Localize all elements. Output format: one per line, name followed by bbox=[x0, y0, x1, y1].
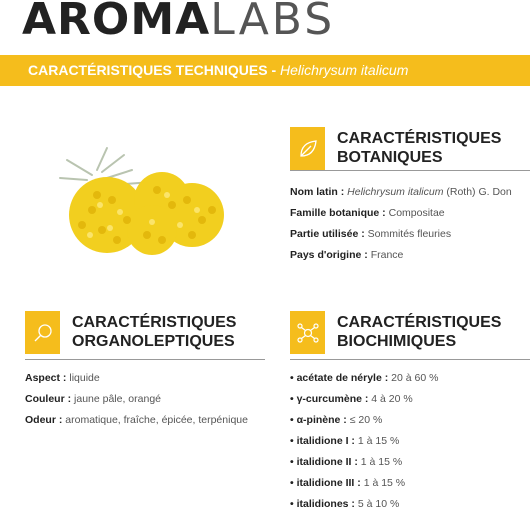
leaf-icon bbox=[290, 127, 325, 170]
list-item: • italidione I : 1 à 15 % bbox=[290, 435, 400, 447]
page-banner bbox=[0, 55, 530, 86]
banner-species: Helichrysum italicum bbox=[280, 62, 409, 78]
logo-light: LABS bbox=[210, 0, 336, 44]
botaniques-list bbox=[290, 186, 512, 270]
list-item: Partie utilisée : Sommités fleuries bbox=[290, 228, 452, 240]
list-item: • γ-curcumène : 4 à 20 % bbox=[290, 393, 413, 405]
helichrysum-flower-image bbox=[52, 140, 237, 270]
botaniques-title: CARACTÉRISTIQUES BOTANIQUES bbox=[337, 130, 502, 166]
molecule-icon bbox=[290, 311, 325, 354]
logo-bold: AROMA bbox=[22, 0, 211, 44]
list-item: • acétate de néryle : 20 à 60 % bbox=[290, 372, 439, 384]
list-item: Famille botanique : Compositae bbox=[290, 207, 445, 219]
list-item: Aspect : liquide bbox=[25, 372, 100, 384]
magnifier-icon bbox=[25, 311, 60, 354]
list-item: • italidione III : 1 à 15 % bbox=[290, 477, 406, 489]
brand-logo bbox=[22, 0, 335, 44]
biochimiques-title: CARACTÉRISTIQUES BIOCHIMIQUES bbox=[337, 314, 502, 350]
list-item: • italidiones : 5 à 10 % bbox=[290, 498, 400, 510]
organoleptiques-list bbox=[25, 372, 248, 435]
biochimiques-header bbox=[290, 311, 501, 354]
botaniques-header bbox=[290, 127, 501, 170]
banner-title: CARACTÉRISTIQUES TECHNIQUES - bbox=[28, 62, 281, 78]
list-item: Odeur : aromatique, fraîche, épicée, terpénique bbox=[25, 414, 248, 426]
organoleptiques-divider bbox=[25, 359, 265, 360]
list-item: Nom latin : Helichrysum italicum (Roth) G. Don bbox=[290, 186, 512, 198]
list-item: • α-pinène : ≤ 20 % bbox=[290, 414, 383, 426]
biochimiques-list bbox=[290, 372, 438, 519]
botaniques-divider bbox=[290, 170, 530, 171]
biochimiques-divider bbox=[290, 359, 530, 360]
list-item: Pays d'origine : France bbox=[290, 249, 404, 261]
organoleptiques-header bbox=[25, 311, 236, 354]
list-item: • italidione II : 1 à 15 % bbox=[290, 456, 403, 468]
organoleptiques-title: CARACTÉRISTIQUES ORGANOLEPTIQUES bbox=[72, 314, 237, 350]
list-item: Couleur : jaune pâle, orangé bbox=[25, 393, 162, 405]
